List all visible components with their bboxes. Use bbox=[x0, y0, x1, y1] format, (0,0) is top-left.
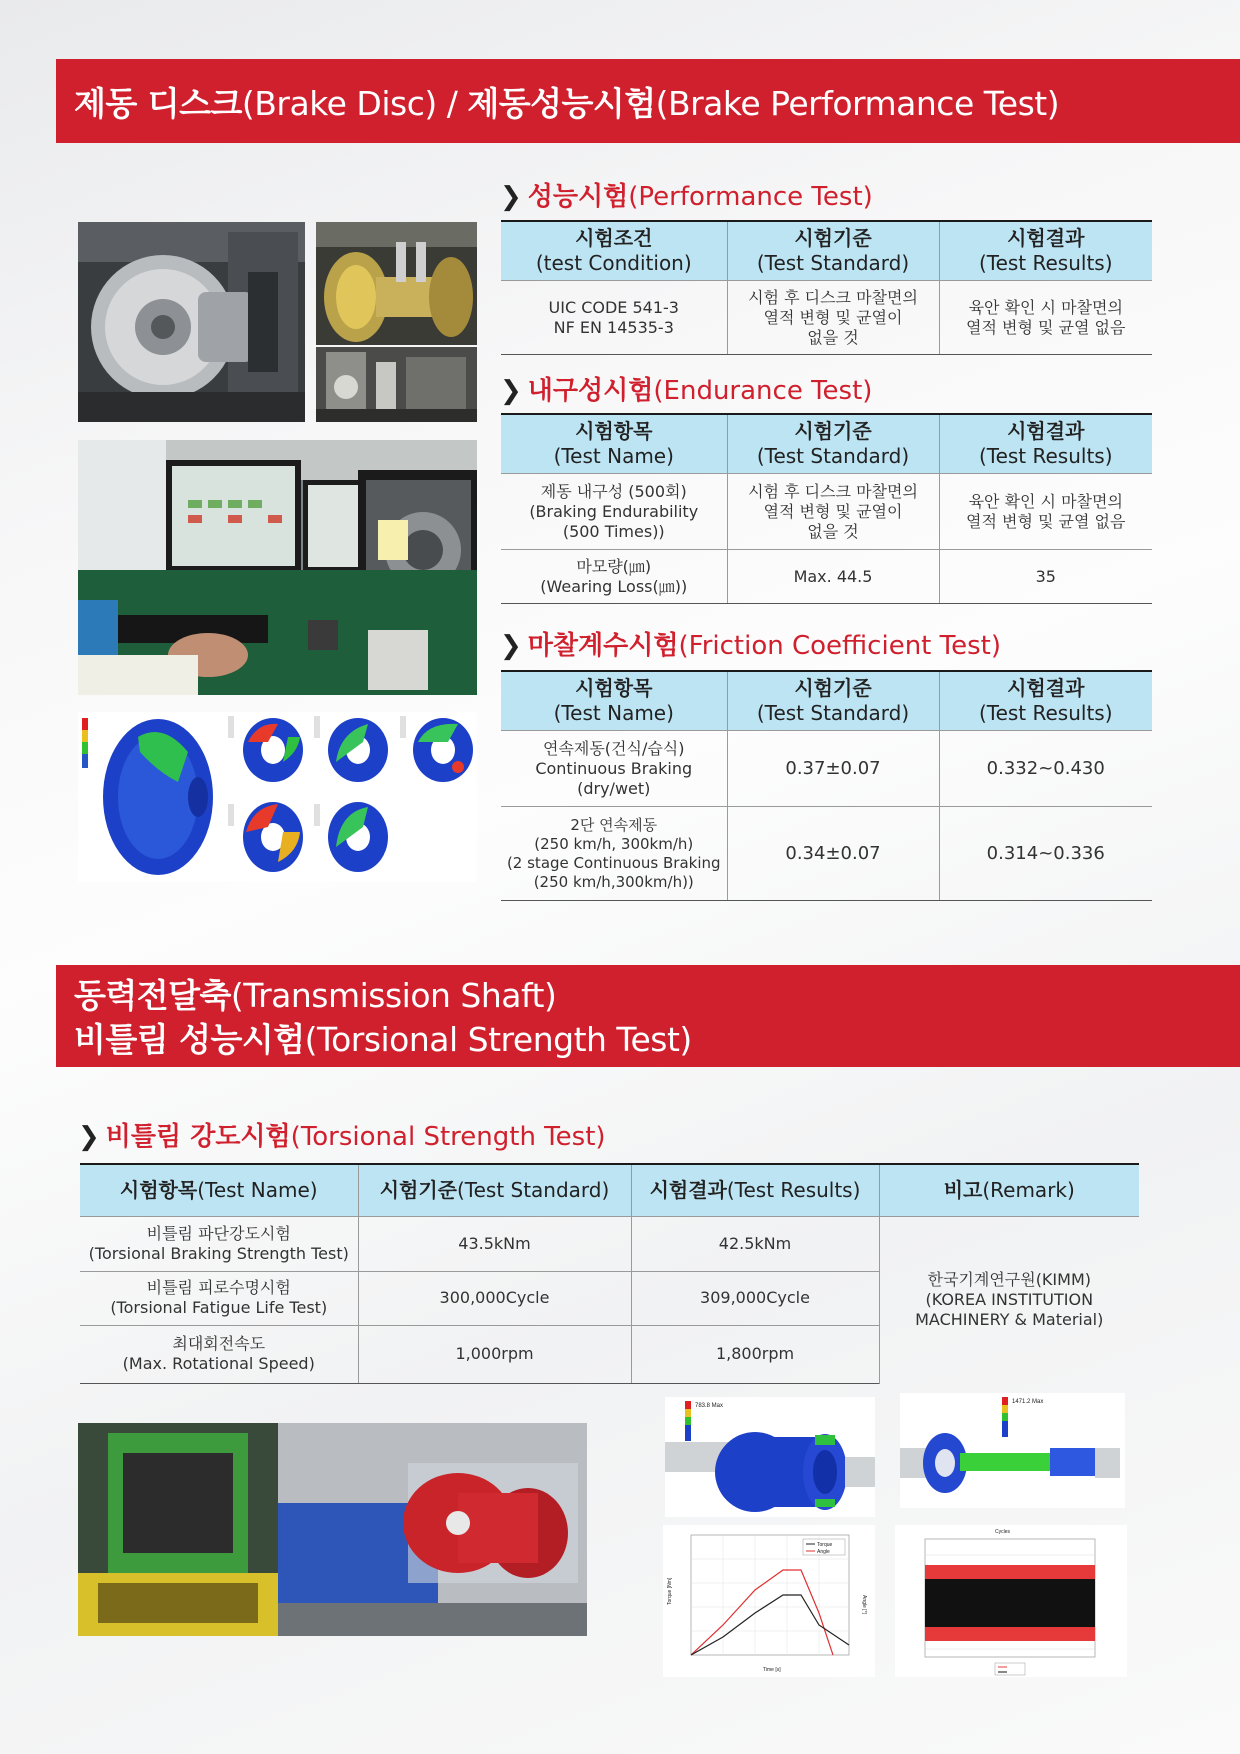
shaft-fea-left bbox=[665, 1397, 875, 1517]
left-chart-xlabel: Time [s] bbox=[763, 1667, 781, 1673]
left-chart-ylabel: Torque [Nm] bbox=[667, 1577, 673, 1605]
table-cell: 0.37±0.07 bbox=[727, 731, 939, 807]
table-cell: 비틀림 파단강도시험 (Torsional Braking Strength Test) bbox=[80, 1216, 358, 1271]
banner2-line2: 비틀림 성능시험(Torsional Strength Test) bbox=[74, 1020, 692, 1059]
legend-torque: Torque bbox=[817, 1542, 833, 1548]
torque-angle-chart bbox=[663, 1525, 875, 1677]
chevron-right-icon: ❯ bbox=[500, 376, 522, 406]
shaft-fea-right bbox=[900, 1393, 1125, 1508]
table-cell: 0.314~0.336 bbox=[939, 807, 1152, 901]
brake-rig-photo-top bbox=[316, 222, 477, 345]
table-cell: 제동 내구성 (500회) (Braking Endurability (500 Times)) bbox=[501, 474, 727, 550]
table-cell: 0.332~0.430 bbox=[939, 731, 1152, 807]
table-cell: 시험 후 디스크 마찰면의 열적 변형 및 균열이 없을 것 bbox=[727, 474, 939, 550]
left-fea-max-label: 783.8 Max bbox=[695, 1403, 724, 1409]
header-cell: 시험결과 (Test Results) bbox=[939, 671, 1152, 731]
table-header-row bbox=[80, 1164, 1139, 1216]
header-cell: 시험조건 (test Condition) bbox=[501, 221, 727, 281]
banner1-ko: 제동 디스크 bbox=[74, 84, 242, 123]
left-chart-y2label: Angle [°] bbox=[861, 1595, 867, 1614]
table-cell: 최대회전속도 (Max. Rotational Speed) bbox=[80, 1325, 358, 1383]
banner1-en: (Brake Disc) / bbox=[241, 84, 468, 123]
endurance-test-table bbox=[501, 413, 1152, 604]
endurance-test-title bbox=[500, 370, 872, 407]
friction-test-table bbox=[501, 670, 1152, 901]
performance-title-en: (Performance Test) bbox=[628, 182, 873, 212]
table-row bbox=[501, 807, 1152, 901]
remark-cell: 한국기계연구원(KIMM) (KOREA INSTITUTION MACHINERY & Material) bbox=[879, 1216, 1139, 1383]
header-cell: 시험결과 (Test Results) bbox=[939, 221, 1152, 281]
performance-title-ko: 성능시험 bbox=[527, 182, 629, 212]
table-cell: 300,000Cycle bbox=[358, 1271, 631, 1325]
table-row bbox=[80, 1216, 1139, 1271]
header-cell: 시험항목 (Test Name) bbox=[501, 671, 727, 731]
torsion-test-table bbox=[80, 1163, 1139, 1384]
endurance-title-ko: 내구성시험 bbox=[527, 376, 654, 406]
table-cell: 2단 연속제동 (250 km/h, 300km/h) (2 stage Continuous Braking (250 km/h,300km/h)) bbox=[501, 807, 727, 901]
table-row bbox=[501, 474, 1152, 550]
header-cell: 시험기준(Test Standard) bbox=[358, 1164, 631, 1216]
header-cell: 시험기준 (Test Standard) bbox=[727, 414, 939, 474]
disc-fea-images bbox=[78, 712, 477, 882]
brake-dyno-photo bbox=[78, 222, 305, 422]
brake-rig-photo-bottom bbox=[316, 347, 477, 422]
header-cell: 시험항목 (Test Name) bbox=[501, 414, 727, 474]
chevron-right-icon: ❯ bbox=[500, 631, 522, 661]
torsion-title-ko: 비틀림 강도시험 bbox=[105, 1122, 291, 1152]
endurance-title-en: (Endurance Test) bbox=[653, 376, 873, 406]
friction-title-ko: 마찰계수시험 bbox=[527, 631, 679, 661]
table-cell: UIC CODE 541-3 NF EN 14535-3 bbox=[501, 281, 727, 355]
friction-title-en: (Friction Coefficient Test) bbox=[678, 631, 1001, 661]
table-cell: 시험 후 디스크 마찰면의 열적 변형 및 균열이 없을 것 bbox=[727, 281, 939, 355]
torsion-test-rig-photo bbox=[78, 1423, 587, 1636]
control-room-photo bbox=[78, 440, 477, 695]
right-fea-max-label: 1471.2 Max bbox=[1012, 1399, 1044, 1405]
performance-test-title bbox=[500, 176, 873, 213]
banner1-ko2: 제동성능시험 bbox=[467, 84, 656, 123]
transmission-shaft-banner bbox=[56, 965, 1240, 1067]
header-cell: 비고(Remark) bbox=[879, 1164, 1139, 1216]
table-header-row bbox=[501, 221, 1152, 281]
table-cell: 마모량(㎛) (Wearing Loss(㎛)) bbox=[501, 550, 727, 604]
table-cell: 연속제동(건식/습식) Continuous Braking (dry/wet) bbox=[501, 731, 727, 807]
header-cell: 시험결과 (Test Results) bbox=[939, 414, 1152, 474]
fatigue-cycle-chart bbox=[895, 1525, 1127, 1677]
right-chart-xlabel: Cycles bbox=[995, 1529, 1011, 1535]
table-header-row bbox=[501, 671, 1152, 731]
chevron-right-icon: ❯ bbox=[500, 182, 522, 212]
table-header-row bbox=[501, 414, 1152, 474]
torsion-test-title bbox=[78, 1116, 606, 1153]
table-cell: 309,000Cycle bbox=[631, 1271, 879, 1325]
header-cell: 시험항목(Test Name) bbox=[80, 1164, 358, 1216]
table-cell: 43.5kNm bbox=[358, 1216, 631, 1271]
table-cell: 육안 확인 시 마찰면의 열적 변형 및 균열 없음 bbox=[939, 281, 1152, 355]
header-cell: 시험기준 (Test Standard) bbox=[727, 671, 939, 731]
table-cell: 1,000rpm bbox=[358, 1325, 631, 1383]
table-row bbox=[501, 550, 1152, 604]
legend-angle: Angle bbox=[817, 1549, 830, 1555]
performance-test-table bbox=[501, 220, 1152, 355]
table-cell: 육안 확인 시 마찰면의 열적 변형 및 균열 없음 bbox=[939, 474, 1152, 550]
chevron-right-icon: ❯ bbox=[78, 1122, 100, 1152]
table-cell: 비틀림 피로수명시험 (Torsional Fatigue Life Test) bbox=[80, 1271, 358, 1325]
table-cell: Max. 44.5 bbox=[727, 550, 939, 604]
torsion-title-en: (Torsional Strength Test) bbox=[290, 1122, 606, 1152]
table-cell: 0.34±0.07 bbox=[727, 807, 939, 901]
header-cell: 시험기준 (Test Standard) bbox=[727, 221, 939, 281]
banner1-en2: (Brake Performance Test) bbox=[655, 84, 1060, 123]
brake-disc-banner bbox=[56, 59, 1240, 143]
header-cell: 시험결과(Test Results) bbox=[631, 1164, 879, 1216]
table-cell: 35 bbox=[939, 550, 1152, 604]
table-cell: 42.5kNm bbox=[631, 1216, 879, 1271]
banner2-line1: 동력전달축(Transmission Shaft) bbox=[74, 976, 557, 1015]
table-row bbox=[501, 731, 1152, 807]
friction-test-title bbox=[500, 625, 1001, 662]
table-cell: 1,800rpm bbox=[631, 1325, 879, 1383]
table-row bbox=[501, 281, 1152, 355]
